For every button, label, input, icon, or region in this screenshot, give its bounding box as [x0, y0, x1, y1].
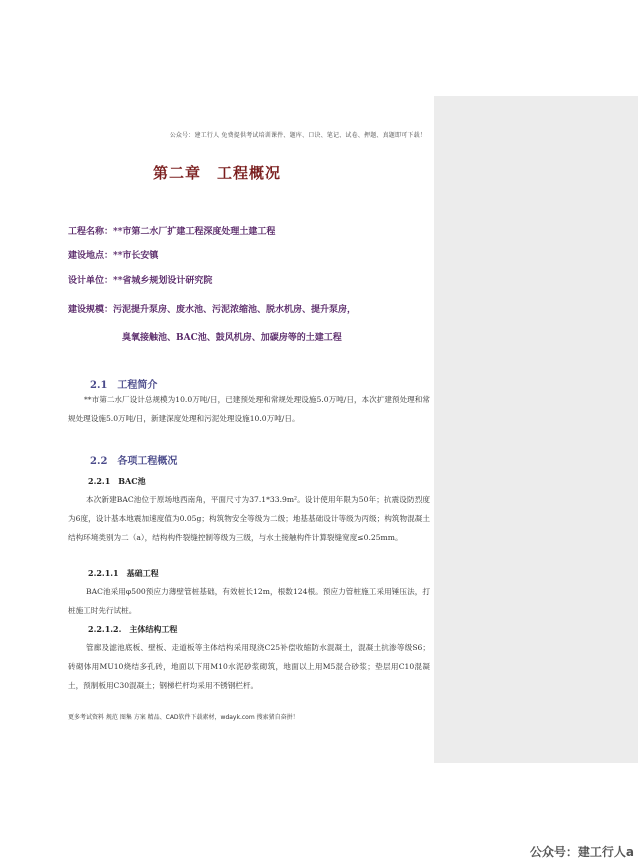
subsection-2-2-1-2-text: 管廊及滤池底板、壁板、走道板等主体结构采用现浇C25补偿收缩防水混凝土，混凝土抗渗等级S6；砖砌体用MU10烧结多孔砖，地面以下用M10水泥砂浆砌筑，地面以上用M5混合砂浆；垫层用C10混凝土，预制板用C30混凝土；钢梯栏杆均采用不锈钢栏杆。 [68, 643, 430, 690]
top-note: 公众号：建工行人 免费提供考试培训课件、题库、口诀、笔记、试卷、押题、真题即可下载！ [169, 132, 426, 139]
design-unit-line [68, 273, 212, 286]
design-unit-label: 设计单位： [68, 276, 114, 286]
bottom-note: 更多考试资料 规范 图集 方案 精品、CAD软件下载素材，wdayk.com 搜索猪自奋拼！ [68, 714, 299, 721]
subsection-heading-2-2-1-2 [88, 624, 177, 635]
subsection-number: 2.2.1 [88, 476, 111, 486]
side-panel [434, 96, 638, 763]
project-site-label: 建设地点： [68, 251, 114, 261]
section-2-1-text: **市第二水厂设计总规模为10.0万吨/日，已建预处理和常规处理设施5.0万吨/日，本次扩建预处理和常规处理设施5.0万吨/日，新建深度处理和污泥处理设施10.0万吨/日。 [68, 395, 430, 423]
scale-label: 建设规模： [68, 305, 114, 315]
project-name-value: **市第二水厂扩建工程深度处理土建工程 [113, 227, 276, 237]
scale-line-2: 臭氧接触池、BAC池、鼓风机房、加碳房等的土建工程 [122, 333, 342, 343]
subsection-2-2-1-text: 本次新建BAC池位于原场地西南角，平面尺寸为37.1*33.9m²。设计使用年限为50年；抗震设防烈度为6度，设计基本地震加速度值为0.05g；构筑物安全等级为二级；地基基础设计等级为丙级；构筑物混凝土结构环境类别为二（a），结构构件裂缝控制等级为三级，与水土接触构件计算裂缝宽度≤0.25mm。 [68, 495, 430, 542]
project-site-line [68, 248, 158, 261]
section-number: 2.1 [90, 380, 108, 391]
section-title: 工程简介 [117, 380, 158, 391]
subsection-heading-2-2-1 [88, 476, 146, 487]
section-heading-2-2 [90, 452, 177, 467]
section-number: 2.2 [90, 456, 108, 467]
scale-value-1: 污泥提升泵房、废水池、污泥浓缩池、脱水机房、提升泵房， [113, 305, 357, 315]
subsection-2-2-1-1-text: BAC池采用φ500预应力薄壁管桩基础，有效桩长12m，根数124根。预应力管桩施工采用锤压法，打桩施工时先行试桩。 [68, 587, 430, 615]
section-title: 各项工程概况 [117, 456, 178, 467]
subsection-number: 2.2.1.1 [88, 568, 119, 578]
project-name-label: 工程名称： [68, 227, 114, 237]
chapter-title: 第二章 工程概况 [152, 164, 281, 182]
scale-line-1 [68, 302, 356, 315]
section-heading-2-1 [90, 376, 157, 391]
subsection-number: 2.2.1.2. [88, 624, 122, 634]
subsection-heading-2-2-1-1 [88, 568, 159, 579]
subsection-title: 主体结构工程 [129, 624, 178, 634]
project-site-value: **市长安镇 [113, 251, 159, 261]
subsection-title: 基础工程 [126, 568, 159, 578]
design-unit-value: **省城乡规划设计研究院 [113, 276, 213, 286]
project-name-line [68, 224, 275, 237]
watermark: 公众号：建工行人a [529, 845, 634, 859]
subsection-title: BAC池 [118, 476, 146, 486]
